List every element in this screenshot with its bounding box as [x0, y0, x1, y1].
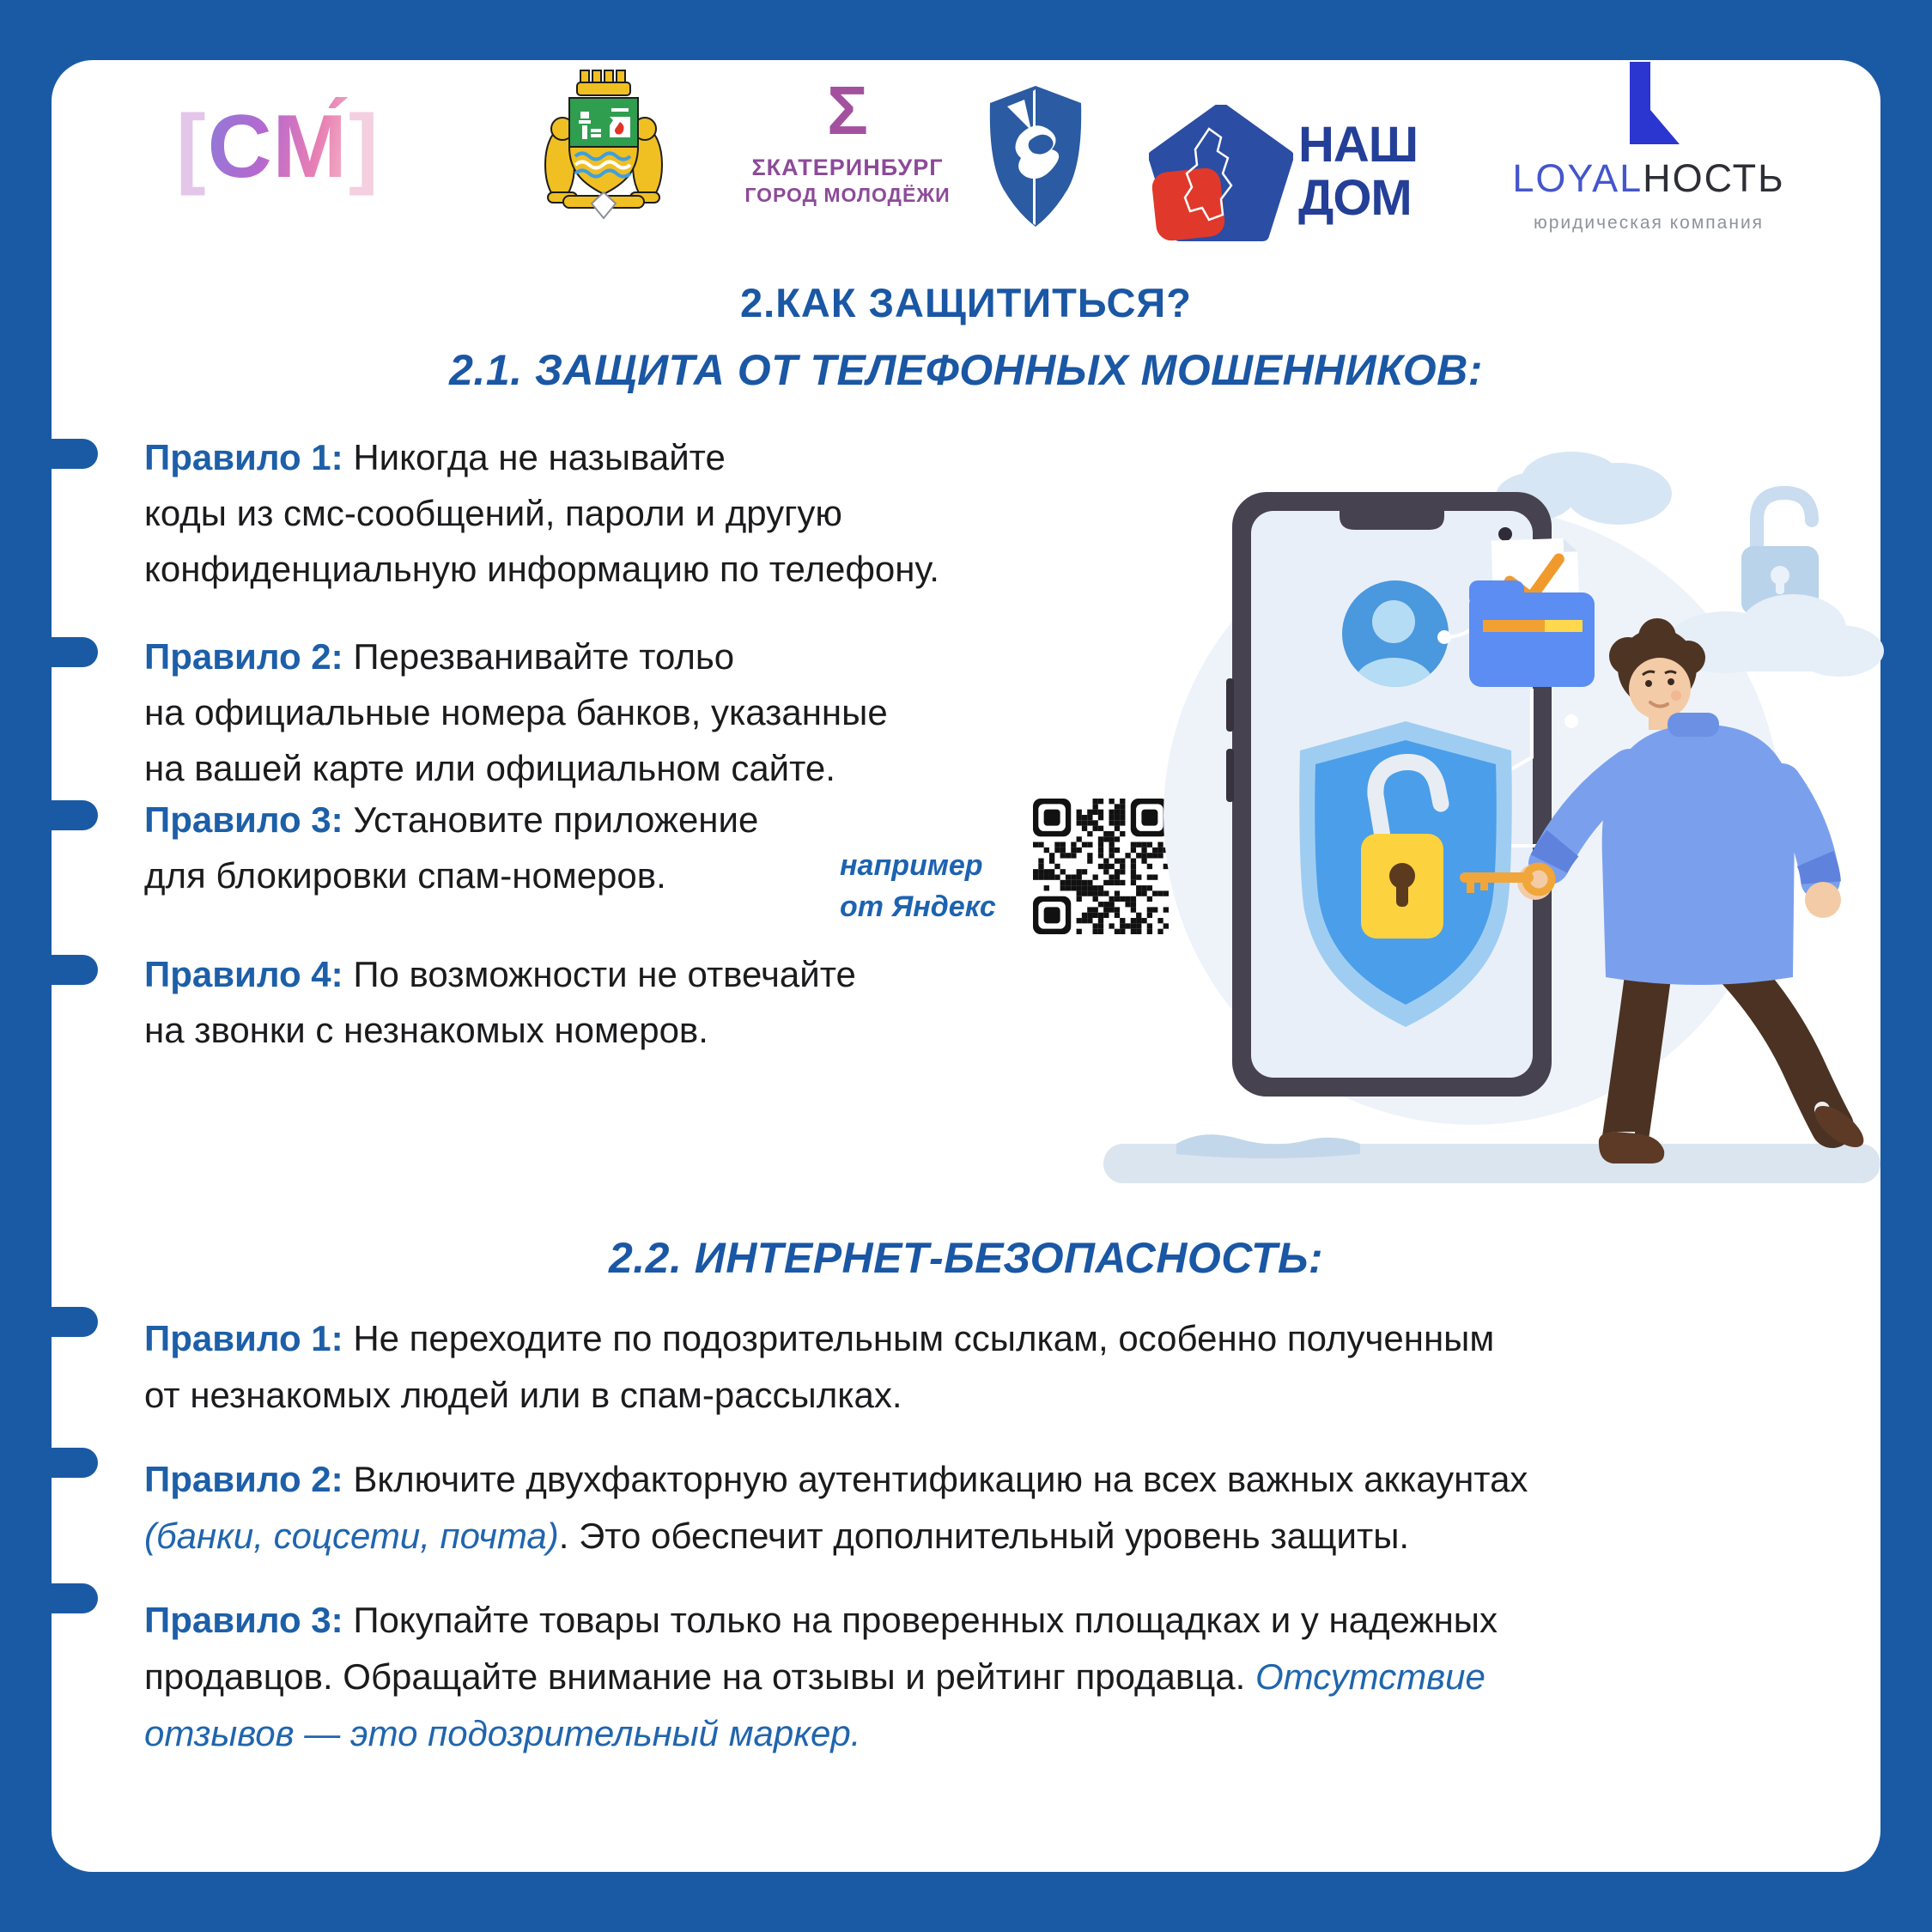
rule-text: . Это обеспечит дополнительный уровень защиты. — [558, 1516, 1410, 1556]
person-front-leg — [1625, 970, 1649, 1144]
person-collar — [1668, 713, 1719, 737]
rule-bullet-tab — [43, 1307, 98, 1337]
rule-text: конфиденциальную информацию по телефону. — [144, 549, 939, 589]
ekb-city-line1: ΣКАТЕРИНБУРГ — [751, 155, 944, 180]
person-right-hand — [1805, 882, 1841, 918]
rule-text-highlight: (банки, соцсети, почта) — [144, 1516, 559, 1556]
rule-text: Установите приложение — [353, 799, 759, 840]
lock-shackle — [1757, 493, 1812, 548]
security-illustration — [1056, 412, 1889, 1194]
ekaterinburg-city-logo — [740, 74, 955, 207]
sm-logo — [176, 96, 380, 198]
rule-bullet-tab — [43, 955, 98, 985]
person-face — [1629, 658, 1691, 720]
rule-text: Не переходите по подозрительным ссылкам, особенно полученным — [353, 1318, 1495, 1358]
qr-note — [840, 845, 996, 927]
rule-1-phone — [144, 429, 939, 597]
section-2-1-title: 2.1. ЗАЩИТА ОТ ТЕЛЕФОННЫХ МОШЕННИКОВ: — [449, 346, 1483, 394]
rule-label: Правило 4: — [144, 954, 343, 994]
sigma-mark: Σ — [826, 72, 868, 149]
loyalnost-dark-part: НОСТЬ — [1643, 156, 1785, 200]
phone-side-button — [1226, 749, 1234, 802]
main-title: 2.КАК ЗАЩИТИТЬСЯ? — [740, 280, 1192, 325]
rule-3-internet — [144, 1592, 1498, 1762]
sm-logo-text: СМ́ — [207, 97, 349, 197]
ekaterinburg-crest-logo — [539, 64, 668, 223]
loyalnost-wordmark — [1460, 156, 1838, 201]
rule-4-phone — [144, 946, 856, 1058]
rule-text-highlight: Отсутствие — [1255, 1656, 1485, 1697]
rule-text: от незнакомых людей или в спам-рассылках. — [144, 1375, 902, 1415]
rule-2-internet — [144, 1451, 1528, 1564]
section-2-2-title: 2.2. ИНТЕРНЕТ-БЕЗОПАСНОСТЬ: — [608, 1234, 1324, 1282]
rule-text: Перезванивайте тольо — [353, 636, 735, 677]
qr-note-line2: от Яндекс — [840, 890, 996, 923]
loyalnost-subtitle: юридическая компания — [1533, 213, 1765, 233]
rule-text: Покупайте товары только на проверенных площадках и у надежных — [353, 1600, 1498, 1640]
rule-label: Правило 1: — [144, 437, 343, 477]
rule-text: Включите двухфакторную аутентификацию на всех важных аккаунтах — [353, 1459, 1528, 1499]
phone-camera-dot — [1498, 527, 1512, 541]
nash-dom-logo-text — [1298, 118, 1418, 225]
rule-bullet-tab — [43, 637, 98, 667]
rule-2-phone — [144, 629, 888, 796]
rule-text: продавцов. Обращайте внимание на отзывы и рейтинг продавца. — [144, 1656, 1255, 1697]
rule-text: коды из смс-сообщений, пароли и другую — [144, 493, 842, 533]
nash-dom-line2: ДОМ — [1298, 170, 1412, 226]
rule-3-phone — [144, 792, 758, 903]
rule-bullet-tab — [43, 1583, 98, 1613]
rule-text: для блокировки спам-номеров. — [144, 855, 666, 896]
rule-text: на вашей карте или официальном сайте. — [144, 748, 835, 788]
phone-notch — [1340, 511, 1444, 530]
person-neck — [1649, 713, 1671, 730]
qr-note-line1: например — [840, 849, 983, 882]
person-left-cuff — [1549, 843, 1563, 864]
rule-label: Правило 2: — [144, 1459, 343, 1499]
loyalnost-blue-part: LOYAL — [1512, 156, 1643, 200]
crest-crown — [577, 70, 630, 95]
rule-text: на официальные номера банков, указанные — [144, 692, 888, 732]
rule-1-internet — [144, 1310, 1494, 1424]
loyalnost-logo — [1460, 62, 1838, 234]
rule-bullet-tab — [43, 1448, 98, 1478]
rule-text-highlight: отзывов — это подозрительный маркер. — [144, 1713, 861, 1753]
rule-label: Правило 1: — [144, 1318, 343, 1358]
rule-text: Никогда не называйте — [353, 437, 726, 477]
ground-puddle — [1176, 1134, 1360, 1158]
person-right-cuff — [1815, 859, 1821, 883]
ekb-city-line2: ГОРОД МОЛОДЁЖИ — [744, 184, 951, 206]
rule-bullet-tab — [43, 439, 98, 469]
nash-dom-logo-icon — [1149, 105, 1293, 244]
loyalnost-l-mark — [1460, 62, 1838, 151]
sm-logo-bracket-left: [ — [176, 97, 208, 197]
shield-emblem-logo — [981, 81, 1090, 234]
person-front-shoe — [1599, 1132, 1664, 1163]
rule-text: на звонки с незнакомых номеров. — [144, 1010, 708, 1050]
rule-label: Правило 3: — [144, 1600, 343, 1640]
rule-label: Правило 2: — [144, 636, 343, 677]
phone-side-button — [1226, 678, 1234, 732]
rule-bullet-tab — [43, 800, 98, 830]
sm-logo-bracket-right: ] — [349, 97, 380, 197]
rule-label: Правило 3: — [144, 799, 343, 840]
rule-text: По возможности не отвечайте — [353, 954, 856, 994]
nash-dom-line1: НАШ — [1298, 117, 1419, 173]
